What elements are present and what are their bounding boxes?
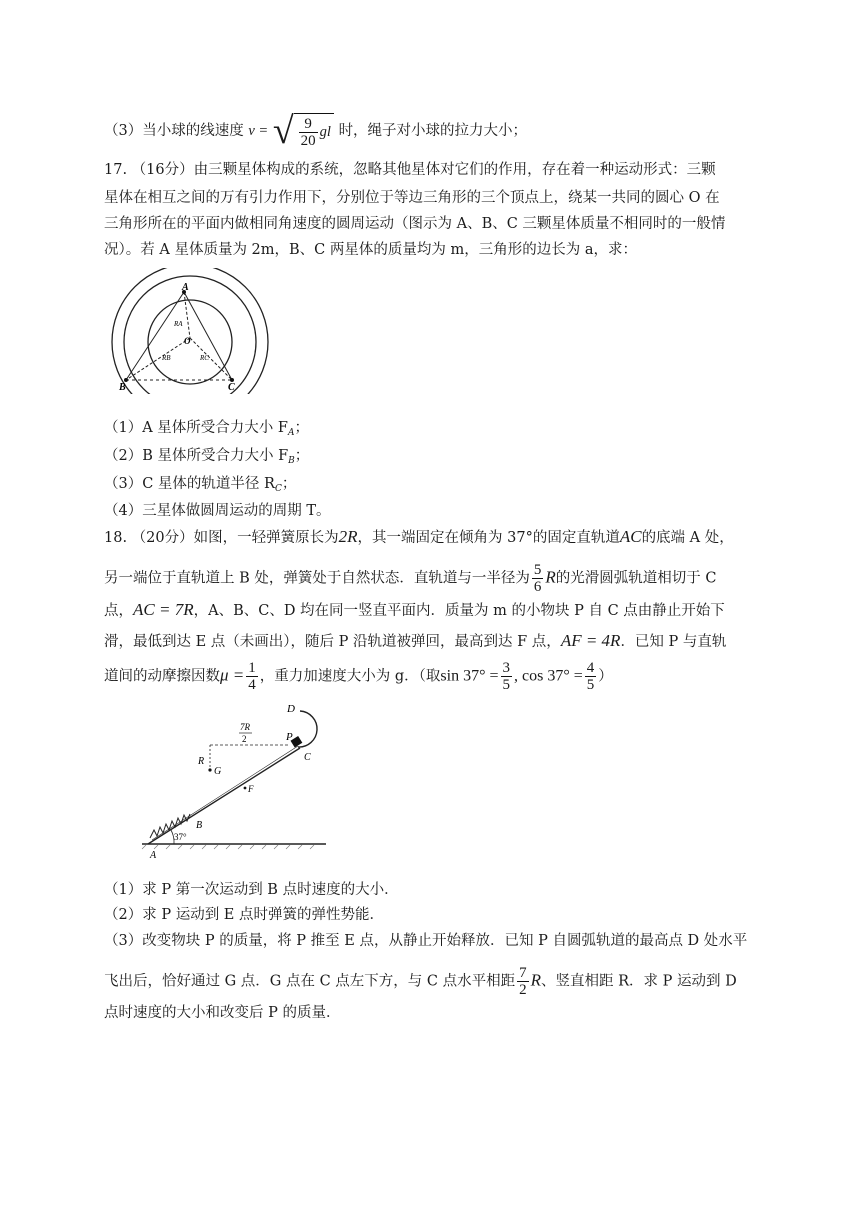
q18-sub3-line2: 飞出后，恰好通过 G 点．G 点在 C 点左下方，与 C 点水平相距 $\frac{7}{2}$ R、竖直相距 R．求 P 运动到 D [104,965,737,998]
label-b: B [196,820,203,831]
ground-hatching [142,845,314,849]
q17-stem: 17. （16分）由三颗星体构成的系统，忽略其他星体对它们的作用，存在着一种运动形式：三颗 星体在相互之间的万有引力作用下，分别位于等边三角形的三个顶点上，绕某一共同的圆心 O 在 三角形所在的平面内做相同角速度的圆周运动（图示为 A、B、C 三颗星体质量不相同时的一般情 况）。若 A 星体质量为 2m，B、C 两星体的质量均为 m，三角形的边长为 a，求： [104,162,726,258]
label-distance-den: 2 [242,734,247,744]
q18-line3: 点，AC = 7R，A、B、C、D 均在同一竖直平面内．质量为 m 的小物块 P 自 C 点由静止开始下 [104,600,725,619]
label-f: F [248,784,254,794]
label-ra: RA [174,320,183,328]
label-c: C [228,382,235,393]
sqrt-expression: √ $\frac{9}{20}$ gl [273,112,334,150]
three-star-figure [108,268,272,394]
q18-line4: 滑，最低到达 E 点（未画出），随后 P 沿轨道被弹回，最高到达 F 点，AF = 4R．已知 P 与直轨 [104,631,727,650]
q18-sub2: （2）求 P 运动到 E 点时弹簧的弹性势能． [104,907,385,923]
label-angle: 37° [174,832,187,842]
q16-part3 [104,112,527,150]
label-a: A [150,850,157,861]
label-distance-num: 7R [240,722,250,732]
q18-sub1: （1）求 P 第一次运动到 B 点时速度的大小． [104,882,399,898]
label-g: G [214,766,222,777]
q18-line5: 道间的动摩擦因数μ = $\frac{1}{4}$ ，重力加速度大小为 g．（取sin 37° = $\frac{3}{5}$ , cos 37° = $\frac{4}{5}$ ） [104,660,613,693]
radius-c-line [190,338,232,380]
label-b: B [119,382,126,393]
q18-line1: 18. （20分）如图，一轻弹簧原长为2R，其一端固定在倾角为 37°的固定直轨道AC的底端 A 处， [104,527,734,546]
label-rc: RC [200,354,209,362]
q17-sub2: （2）B 星体所受合力大小 $F_B$； [104,448,310,466]
label-r: R [198,756,205,767]
radius-b-line [126,338,190,380]
q17-sub1: （1）A 星体所受合力大小 $F_A$； [104,420,309,438]
q17-sub3: （3）C 星体的轨道半径 $R_C$； [104,476,297,494]
incline-track [148,748,300,844]
middle-orbit [124,276,256,394]
label-c: C [304,752,311,763]
q18-line2: 另一端位于直轨道上 B 处，弹簧处于自然状态．直轨道与一半径为 $\frac{5}{6}$ R的光滑圆弧轨道相切于 C [104,562,717,595]
q17-sub4: （4）三星体做圆周运动的周期 T。 [104,503,331,519]
q18-sub3-line1: （3）改变物块 P 的质量，将 P 推至 E 点，从静止开始释放．已知 P 自圆弧轨道的最高点 D 处水平 [104,933,748,949]
point-g [208,768,211,771]
label-d: D [287,703,295,715]
q16-part3-suffix: 时，绳子对小球的拉力大小； [338,123,528,139]
incline-track-figure [138,698,328,862]
point-f [244,787,247,790]
triangle-side-ac [184,292,232,380]
velocity-symbol: v = [248,123,269,139]
label-o: O [184,336,191,346]
label-rb: RB [162,354,171,362]
radius-a-line [184,292,190,338]
q18-sub3-line3: 点时速度的大小和改变后 P 的质量． [104,1005,341,1021]
outer-orbit [112,268,268,394]
label-p: P [286,731,293,743]
label-a: A [182,282,189,293]
q16-part3-text: （3）当小球的线速度 [104,123,244,139]
